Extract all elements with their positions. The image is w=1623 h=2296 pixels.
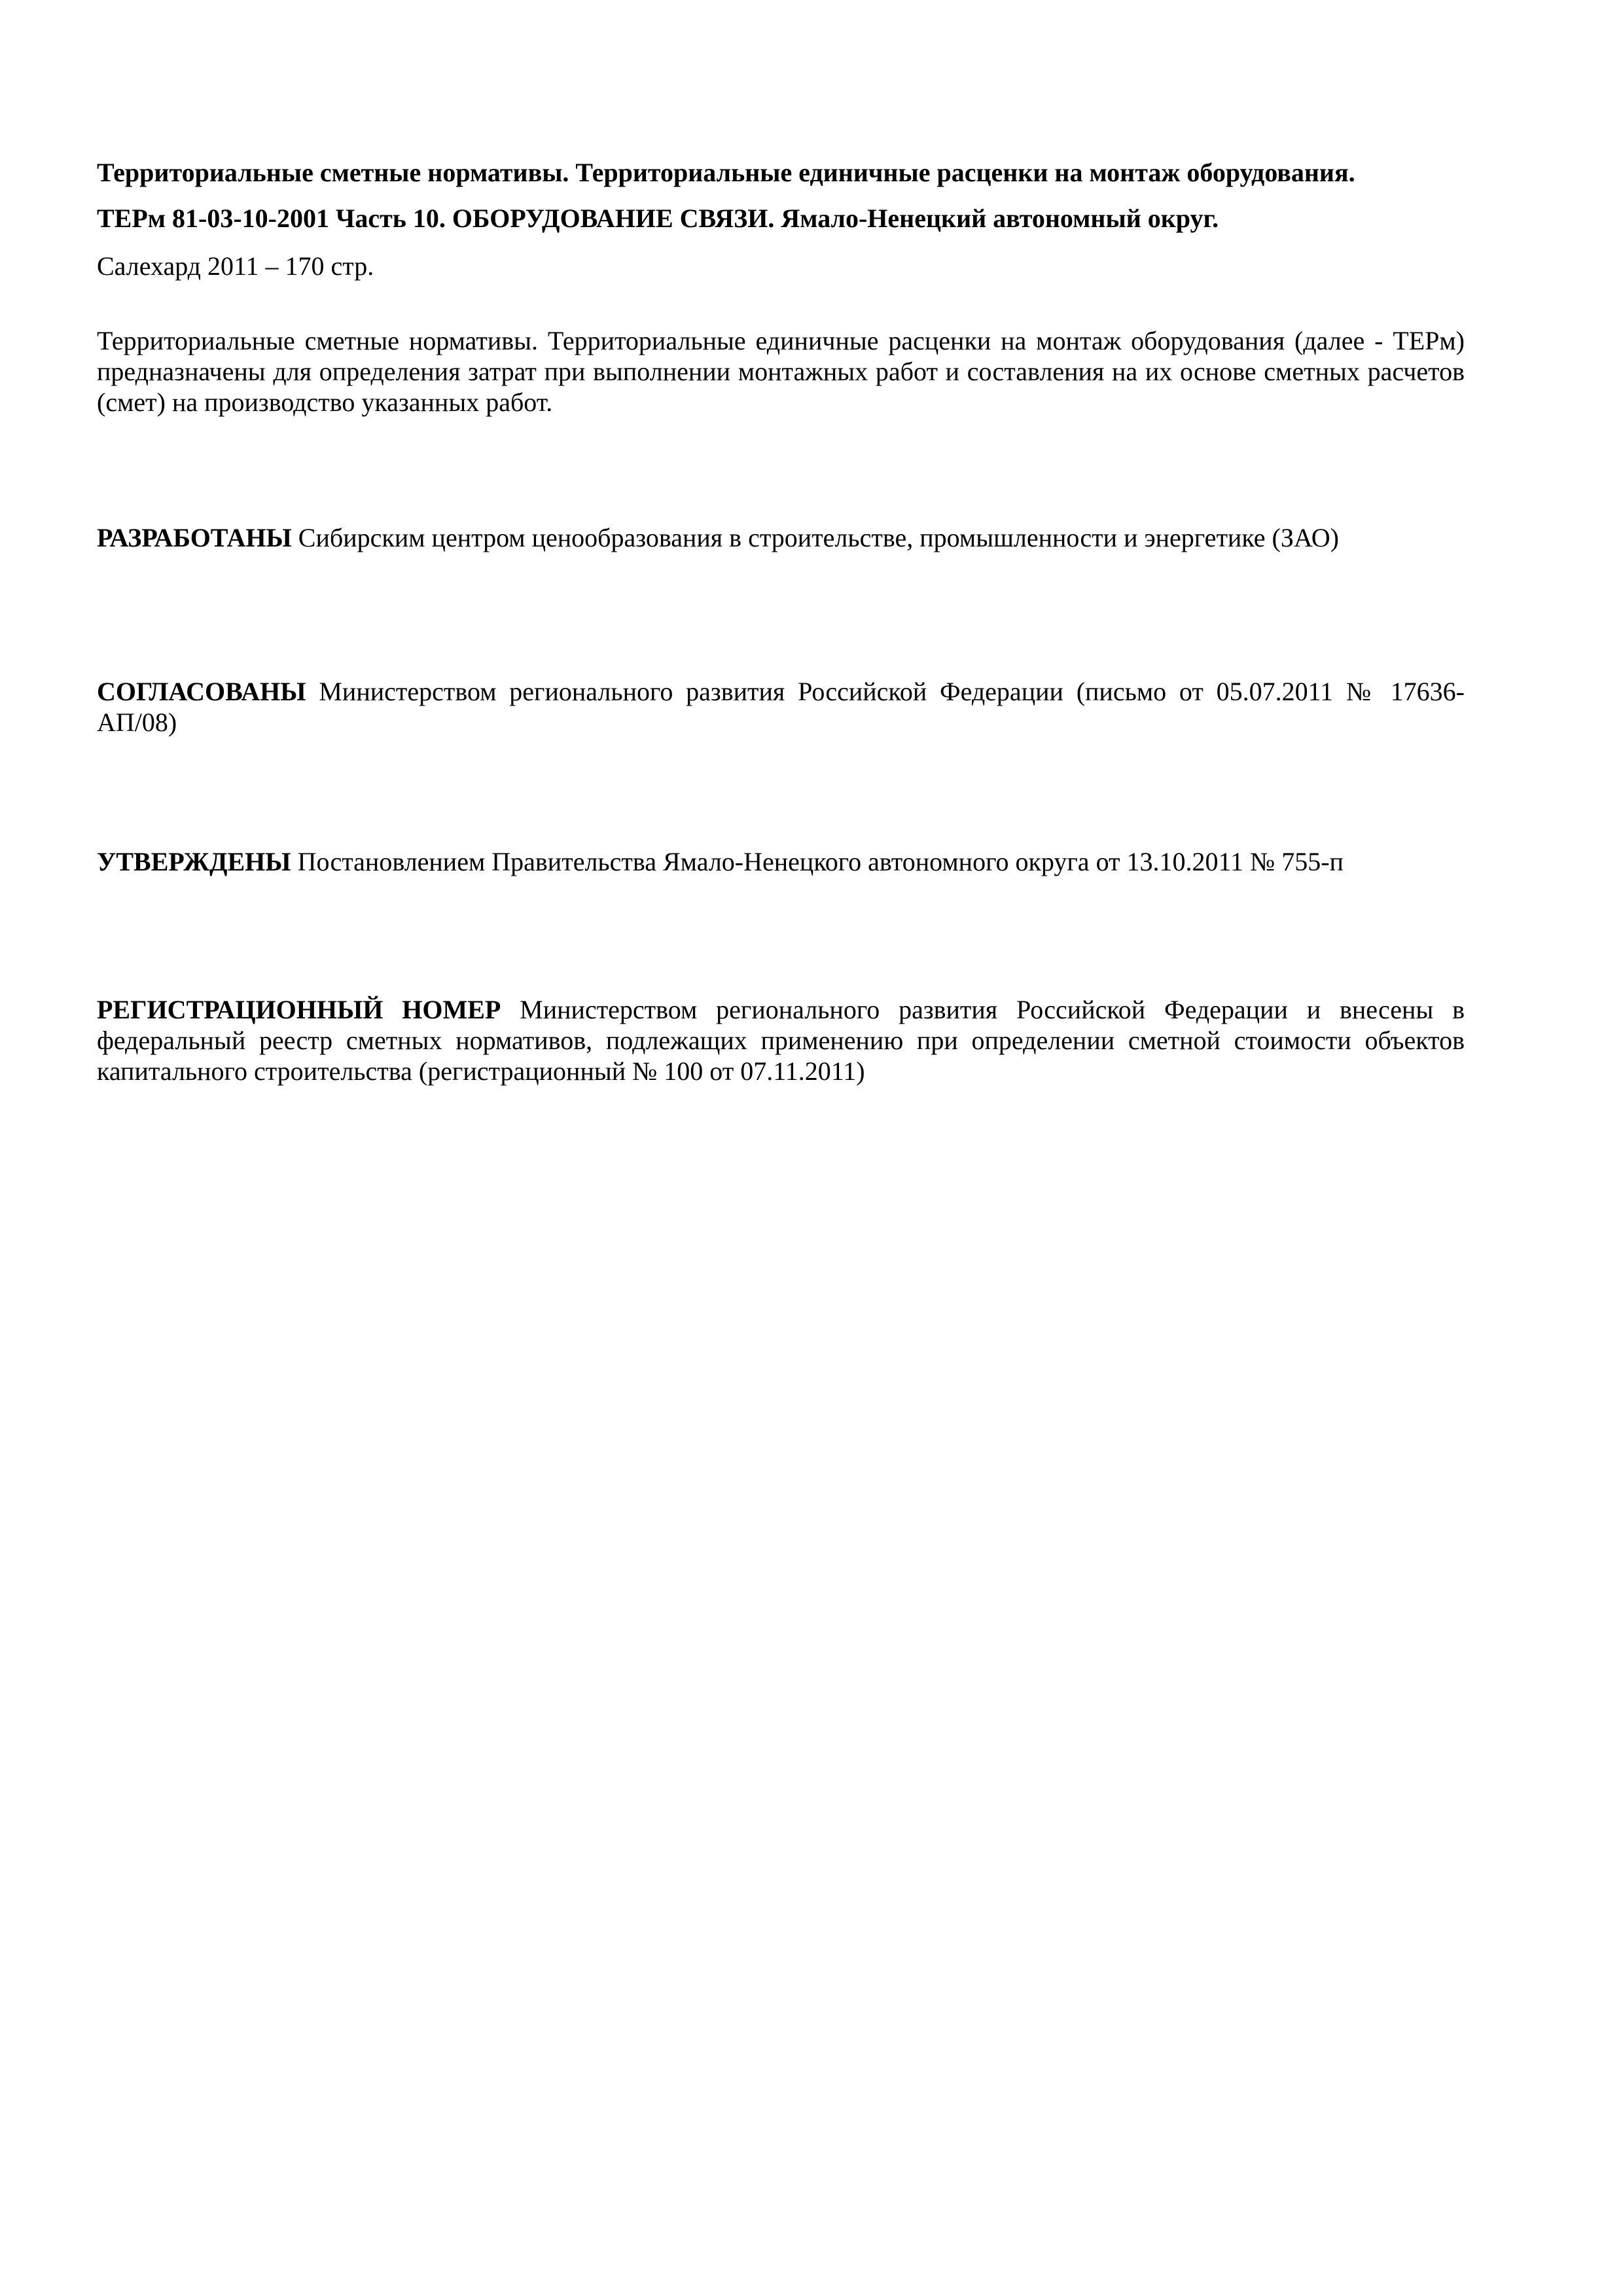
- approved-paragraph: [97, 846, 1465, 877]
- developed-text: Сибирским центром ценообразования в строительстве, промышленности и энергетике (ЗАО): [291, 523, 1339, 552]
- agreed-paragraph: [97, 676, 1465, 738]
- document-page: [97, 0, 1465, 2296]
- agreed-label: СОГЛАСОВАНЫ: [97, 677, 306, 706]
- document-title-line-2: ТЕРм 81-03-10-2001 Часть 10. ОБОРУДОВАНИЕ СВЯЗИ. Ямало-Ненецкий автономный округ.: [97, 204, 1219, 233]
- developed-paragraph: [97, 522, 1465, 553]
- approved-label: УТВЕРЖДЕНЫ: [97, 847, 291, 876]
- registration-label: РЕГИСТРАЦИОННЫЙ НОМЕР: [97, 995, 501, 1024]
- registration-paragraph: [97, 994, 1465, 1086]
- document-title-line-1: Территориальные сметные нормативы. Территориальные единичные расценки на монтаж оборудования.: [97, 158, 1355, 187]
- agreed-text: Министерством регионального развития Российской Федерации (письмо от 05.07.2011 № 17636-АП/08): [97, 677, 1465, 737]
- intro-paragraph: Территориальные сметные нормативы. Территориальные единичные расценки на монтаж оборудования (далее - ТЕРм) предназначены для определения затрат при выполнении монтажных работ и составления на их основе сметных расчетов (смет) на производство указанных работ.: [97, 326, 1465, 417]
- publication-info: Салехард 2011 – 170 стр.: [97, 251, 374, 281]
- registration-text: Министерством регионального развития Российской Федерации и внесены в федеральный реестр сметных нормативов, подлежащих применению при определении сметной стоимости объектов капитального строительства (регистрационный № 100 от 07.11.2011): [97, 995, 1465, 1086]
- approved-text: Постановлением Правительства Ямало-Ненецкого автономного округа от 13.10.2011 № 755-п: [291, 847, 1344, 876]
- developed-label: РАЗРАБОТАНЫ: [97, 523, 292, 552]
